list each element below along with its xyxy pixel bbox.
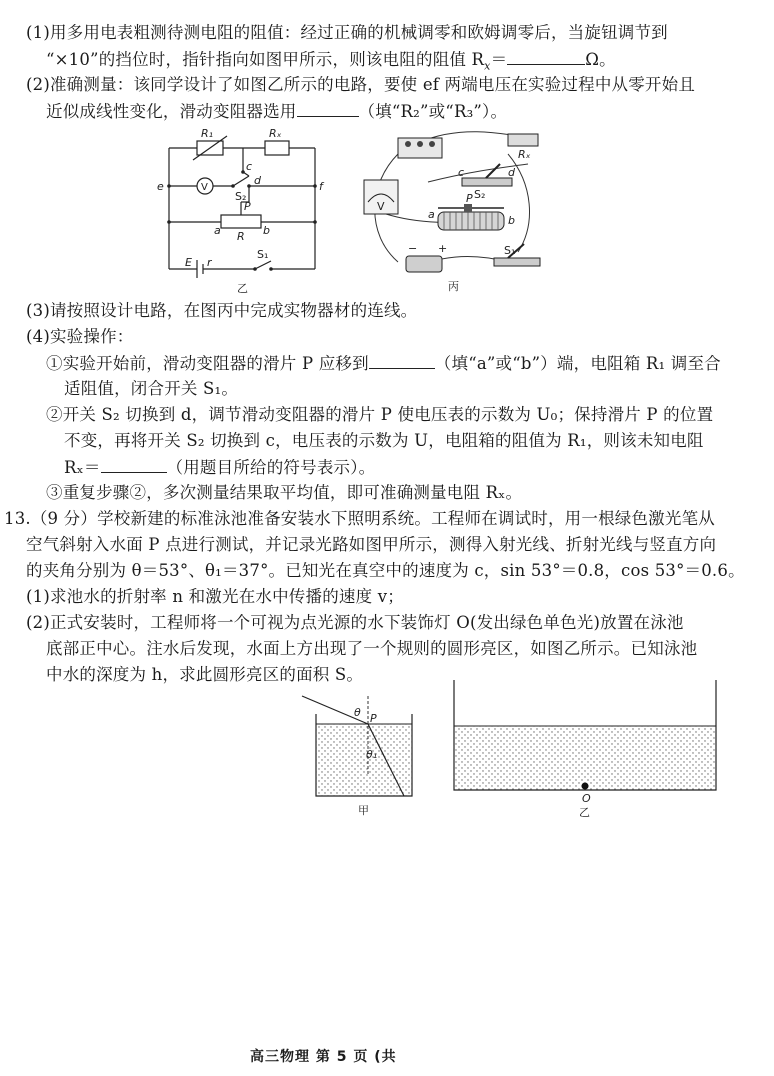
caption-bing: 丙 — [448, 280, 459, 293]
step1-line2: 适阻值，闭合开关 S₁。 — [64, 379, 239, 398]
step3-line: ③重复步骤②，多次测量结果取平均值，即可准确测量电阻 Rₓ。 — [46, 483, 523, 502]
label-s1: S₁ — [257, 248, 269, 261]
step1-answer-blank[interactable] — [369, 352, 435, 369]
step1-line1 — [46, 352, 721, 375]
label-rx: Rₓ — [269, 127, 282, 140]
q4-line: (4)实验操作： — [26, 327, 134, 346]
q1-line2 — [46, 48, 616, 77]
rheostat-r — [221, 215, 261, 228]
resistor-rx — [265, 141, 289, 155]
label-e: e — [157, 180, 164, 193]
q1-answer-blank[interactable] — [507, 48, 585, 65]
q2-text: 近似成线性变化，滑动变阻器选用 — [46, 102, 297, 121]
rheostat-device — [438, 212, 504, 230]
bing-label-d: d — [508, 166, 515, 179]
jia-label-theta: θ — [354, 706, 361, 719]
label-a: a — [214, 224, 221, 237]
q1-unit: Ω。 — [585, 50, 616, 69]
switch-s1-base — [494, 258, 540, 266]
q3-line: (3)请按照设计电路，在图丙中完成实物器材的连线。 — [26, 301, 418, 320]
resistor-rx-body — [508, 134, 538, 146]
caption-yi2: 乙 — [579, 806, 590, 819]
switch-s1 — [255, 261, 271, 269]
step2-rx: Rₓ＝ — [64, 458, 101, 477]
battery-device — [406, 256, 442, 272]
q13-part2-line3: 中水的深度为 h，求此圆形亮区的面积 S。 — [46, 665, 364, 684]
bing-label-minus: − — [408, 242, 418, 255]
caption-yi: 乙 — [237, 282, 248, 295]
q2-hint: （填“R₂”或“R₃”）。 — [358, 102, 508, 121]
q1-text: “×10”的挡位时，指针指向如图甲所示，则该电阻的阻值 R — [46, 50, 485, 69]
bing-label-s2: S₂ — [474, 188, 486, 201]
bing-label-rx: Rₓ — [518, 148, 531, 161]
q13-line3: 的夹角分别为 θ＝53°、θ₁＝37°。已知光在真空中的速度为 c，sin 53°＝0.8，cos 53°＝0.6。 — [26, 561, 745, 580]
bing-label-s1: S₁ — [504, 244, 516, 257]
q13-line2: 空气斜射入水面 P 点进行测试，并记录光路如图甲所示，测得入射光线、折射光线与竖直方向 — [26, 535, 717, 554]
label-r-internal: r — [207, 256, 212, 269]
label-r1: R₁ — [201, 127, 214, 140]
step2-line1: ②开关 S₂ 切换到 d，调节滑动变阻器的滑片 P 使电压表的示数为 U₀；保持滑片 P 的位置 — [46, 405, 714, 424]
bing-label-p: P — [466, 192, 473, 205]
step1-hint: （填“a”或“b”）端，电阻箱 R₁ 调至合 — [434, 354, 721, 373]
refraction-figure-jia — [296, 686, 426, 820]
label-f: f — [319, 180, 323, 193]
label-p: P — [244, 200, 251, 213]
step1-text: ①实验开始前，滑动变阻器的滑片 P 应移到 — [46, 354, 369, 373]
label-b: b — [263, 224, 270, 237]
q13-part2-line2: 底部正中心。注水后发现，水面上方出现了一个规则的圆形亮区，如图乙所示。已知泳池 — [46, 639, 698, 658]
q2-line1: (2)准确测量：该同学设计了如图乙所示的电路，要使 ef 两端电压在实验过程中从零开始且 — [26, 75, 696, 94]
q1-eq: ＝ — [490, 50, 508, 69]
label-e-emf: E — [185, 256, 192, 269]
bing-label-v: V — [377, 200, 385, 213]
step2-line2: 不变，再将开关 S₂ 切换到 c，电压表的示数为 U，电阻箱的阻值为 R₁，则该未知电阻 — [64, 431, 704, 450]
q1-sub-x: x — [484, 59, 491, 73]
label-s2: S₂ — [235, 190, 247, 203]
jia-label-theta1: θ₁ — [366, 748, 378, 761]
step2-answer-blank[interactable] — [101, 456, 167, 473]
bing-label-c: c — [458, 166, 465, 179]
jia-label-p: P — [370, 712, 377, 725]
label-r: R — [237, 230, 245, 243]
light-source-o — [582, 783, 589, 790]
q13-line1: 13.（9 分）学校新建的标准泳池准备安装水下照明系统。工程师在调试时，用一根绿色激光笔从 — [4, 509, 715, 528]
step2-line3 — [64, 456, 375, 479]
pool-figure-yi — [448, 676, 728, 820]
switch-s2 — [233, 176, 249, 186]
circuit-diagram-yi — [145, 124, 335, 296]
page-footer: 高三物理 第 5 页 (共 — [250, 1049, 397, 1065]
yi2-label-o: O — [582, 792, 591, 805]
apparatus-diagram-bing — [358, 124, 548, 296]
bing-label-plus: + — [438, 242, 448, 255]
q13-part1: (1)求池水的折射率 n 和激光在水中传播的速度 v； — [26, 587, 404, 606]
label-d: d — [254, 174, 261, 187]
label-v: V — [201, 182, 208, 193]
q1-line1: (1)用多用电表粗测待测电阻的阻值：经过正确的机械调零和欧姆调零后，当旋钮调节到 — [26, 23, 668, 42]
step2-hint: （用题目所给的符号表示）。 — [166, 458, 376, 477]
q2-answer-blank[interactable] — [297, 100, 359, 117]
bing-label-b: b — [508, 214, 515, 227]
water-region — [316, 724, 412, 796]
pool-water — [454, 726, 716, 790]
q2-line2 — [46, 100, 507, 123]
switch-s2-base — [462, 178, 512, 186]
bing-label-a: a — [428, 208, 435, 221]
label-c: c — [246, 160, 253, 173]
caption-jia: 甲 — [358, 804, 369, 817]
q13-part2-line1: (2)正式安装时，工程师将一个可视为点光源的水下装饰灯 O(发出绿色单色光)放置在泳池 — [26, 613, 684, 632]
